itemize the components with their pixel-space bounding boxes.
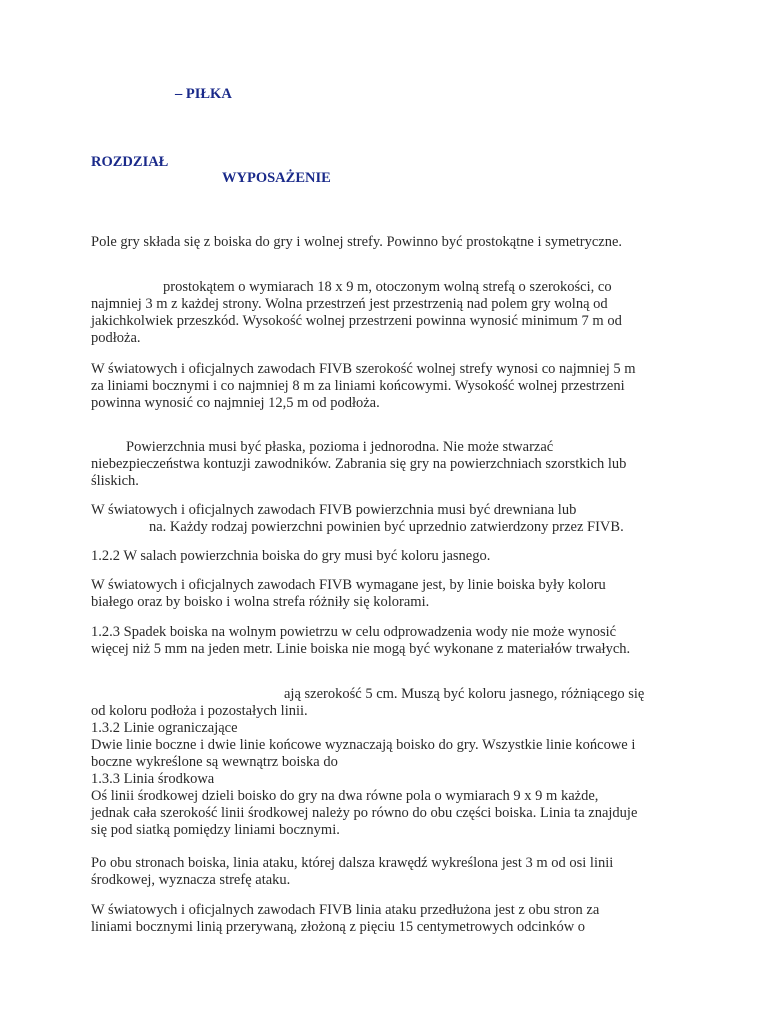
- paragraph-1-2-2: 1.2.2 W salach powierzchnia boiska do gry musi być koloru jasnego.: [91, 548, 491, 564]
- paragraph-fivb-wolna-strefa: [91, 361, 636, 412]
- text-line: ają szerokość 5 cm. Muszą być koloru jasnego, różniącego się: [284, 686, 645, 702]
- text-line: boczne wykreślone są wewnątrz boiska do: [91, 754, 338, 770]
- paragraph-linie: [91, 686, 644, 839]
- text-line: na. Każdy rodzaj powierzchni powinien być uprzednio zatwierdzony przez FIVB.: [149, 519, 624, 535]
- text-line: śliskich.: [91, 473, 139, 489]
- paragraph-fivb-linie-kolor: [91, 577, 606, 611]
- text-line: najmniej 3 m z każdej strony. Wolna przestrzeń jest przestrzenią nad polem gry wolną od: [91, 296, 608, 312]
- paragraph-fivb-linia-ataku: [91, 902, 599, 936]
- text-line: W światowych i oficjalnych zawodach FIVB wymagane jest, by linie boiska były koloru: [91, 577, 606, 593]
- text-line: niebezpieczeństwa kontuzji zawodników. Zabrania się gry na powierzchniach szorstkich lub: [91, 456, 627, 472]
- text-line: białego oraz by boisko i wolna strefa różniły się kolorami.: [91, 594, 430, 610]
- text-line: od koloru podłoża i pozostałych linii.: [91, 703, 308, 719]
- text-line: prostokątem o wymiarach 18 x 9 m, otoczonym wolną strefą o szerokości, co: [163, 279, 612, 295]
- text-line: środkowej, wyznacza strefę ataku.: [91, 872, 291, 888]
- paragraph-boisko-wymiary: [91, 279, 622, 347]
- text-line: powinna wynosić co najmniej 12,5 m od podłoża.: [91, 395, 380, 411]
- subheading-1-3-2: 1.3.2 Linie ograniczające: [91, 720, 238, 736]
- text-line: Powierzchnia musi być płaska, pozioma i jednorodna. Nie może stwarzać: [126, 439, 554, 455]
- text-line: 1.2.3 Spadek boiska na wolnym powietrzu w celu odprowadzenia wody nie może wynosić: [91, 624, 617, 640]
- text-line: Oś linii środkowej dzieli boisko do gry na dwa równe pola o wymiarach 9 x 9 m każde,: [91, 788, 599, 804]
- text-line: Po obu stronach boiska, linia ataku, której dalsza krawędź wykreślona jest 3 m od osi linii: [91, 855, 614, 871]
- paragraph-1-2-3: [91, 624, 630, 658]
- paragraph-pole-gry: Pole gry składa się z boiska do gry i wolnej strefy. Powinno być prostokątne i symetryczne.: [91, 234, 623, 250]
- text-line: liniami bocznymi linią przerywaną, złożoną z pięciu 15 centymetrowych odcinków o: [91, 919, 586, 935]
- subheading-1-3-3: 1.3.3 Linia środkowa: [91, 771, 215, 787]
- heading-rozdzial: ROZDZIAŁ: [91, 154, 169, 170]
- text-line: podłoża.: [91, 330, 141, 346]
- heading-wyposazenie: WYPOSAŻENIE: [222, 170, 331, 186]
- paragraph-linia-ataku: [91, 855, 613, 889]
- text-line: W światowych i oficjalnych zawodach FIVB powierzchnia musi być drewniana lub: [91, 502, 577, 518]
- text-line: W światowych i oficjalnych zawodach FIVB linia ataku przedłużona jest z obu stron za: [91, 902, 600, 918]
- text-line: się pod siatką pomiędzy liniami bocznymi.: [91, 822, 340, 838]
- text-line: za liniami bocznymi i co najmniej 8 m za liniami końcowymi. Wysokość wolnej przestrzeni: [91, 378, 625, 394]
- heading-pilka: – PIŁKA: [175, 86, 232, 102]
- text-line: jakichkolwiek przeszkód. Wysokość wolnej przestrzeni powinna wynosić minimum 7 m od: [91, 313, 622, 329]
- paragraph-powierzchnia: [91, 439, 626, 490]
- text-line: W światowych i oficjalnych zawodach FIVB szerokość wolnej strefy wynosi co najmniej 5 m: [91, 361, 636, 377]
- paragraph-fivb-powierzchnia: [91, 502, 624, 536]
- text-line: Dwie linie boczne i dwie linie końcowe wyznaczają boisko do gry. Wszystkie linie końcowe i: [91, 737, 636, 753]
- text-line: jednak cała szerokość linii środkowej należy po równo do obu części boiska. Linia ta znajduje: [91, 805, 638, 821]
- text-line: więcej niż 5 mm na jeden metr. Linie boiska nie mogą być wykonane z materiałów trwałych.: [91, 641, 631, 657]
